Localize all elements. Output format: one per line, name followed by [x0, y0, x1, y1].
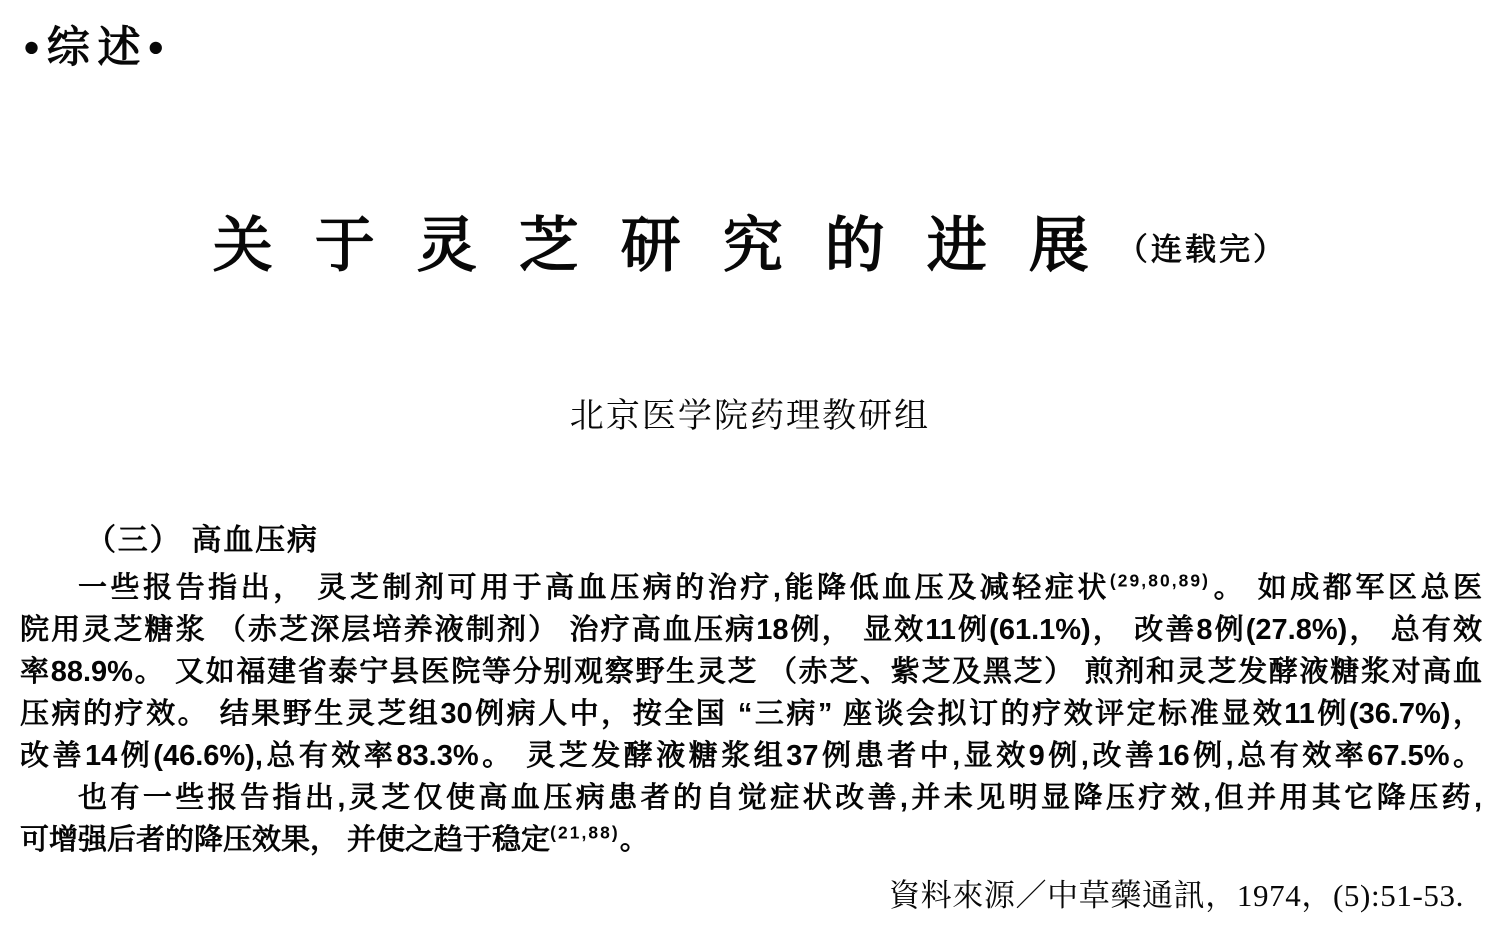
- body-line-text: 一些报告指出， 灵芝制剂可用于高血压病的治疗,能降低血压及减轻症状: [78, 572, 1110, 604]
- body-line-text: 院用灵芝糖浆 （赤芝深层培养液制剂） 治疗高血压病18例， 显效11例(61.1%)， 改善8例(27.8%)， 总有效: [20, 614, 1482, 646]
- body-line-text: 。 如成都军区总医: [1210, 572, 1482, 604]
- body-line: [20, 609, 1482, 651]
- body-line: [20, 693, 1482, 735]
- body-line: [20, 567, 1482, 609]
- column-label: •综述•: [24, 24, 172, 72]
- body-line-text: 率88.9%。 又如福建省泰宁县医院等分别观察野生灵芝 （赤芝、紫芝及黑芝） 煎剂和灵芝发酵液糖浆对高血: [20, 656, 1482, 688]
- section-heading: （三） 高血压病: [86, 524, 319, 557]
- source-citation: 資料來源／中草藥通訊，1974，(5):51-53.: [889, 878, 1464, 913]
- body-line-text: 改善14例(46.6%),总有效率83.3%。 灵芝发酵液糖浆组37例患者中,显效9例,改善16例,总有效率67.5%。: [20, 740, 1482, 772]
- article-title-text: 关于灵芝研究的进展: [212, 212, 1131, 279]
- reference-superscript: (21,88): [550, 822, 620, 843]
- article-title-suffix: （连载完）: [1116, 232, 1288, 267]
- body-line-text: 可增强后者的降压效果， 并使之趋于稳定: [20, 824, 551, 856]
- reference-superscript: (29,80,89): [1109, 570, 1211, 591]
- article-title: [0, 198, 1500, 284]
- author-line: 北京医学院药理教研组: [569, 398, 931, 435]
- body-line-text: 压病的疗效。 结果野生灵芝组30例病人中，按全国 “三病” 座谈会拟订的疗效评定标准显效11例(36.7%)，: [20, 698, 1482, 730]
- body-line: [20, 735, 1482, 777]
- article-body: [20, 520, 1482, 861]
- body-line-text: 。: [619, 824, 649, 856]
- body-line-text: 也有一些报告指出,灵芝仅使高血压病患者的自觉症状改善,并未见明显降压疗效,但并用其它降压药,: [78, 782, 1482, 814]
- body-line: [20, 651, 1482, 693]
- body-line: [20, 777, 1482, 819]
- body-line: [20, 819, 1482, 861]
